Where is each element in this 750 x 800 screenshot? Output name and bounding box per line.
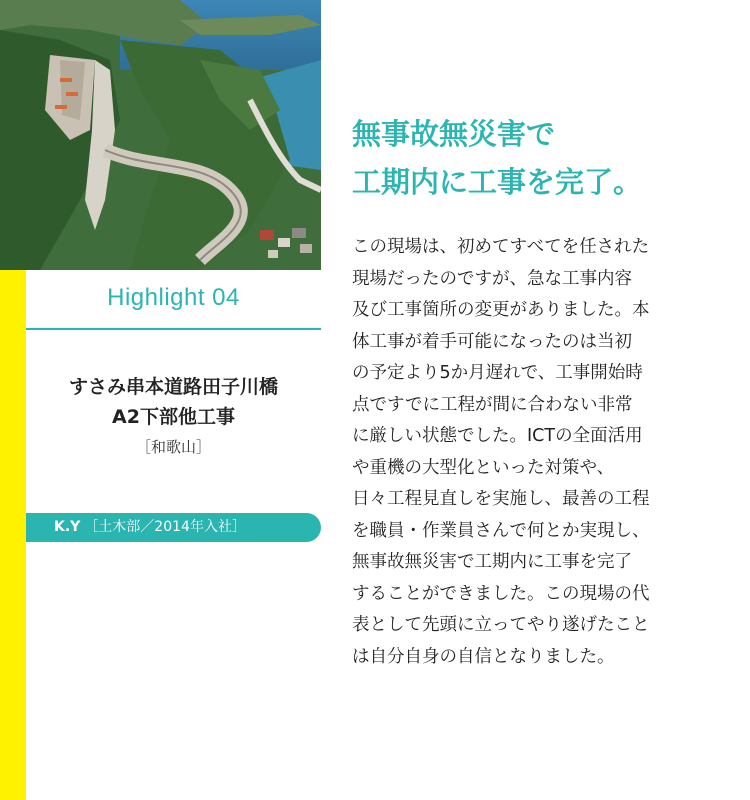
person-badge: [26, 513, 321, 542]
project-info: [26, 372, 321, 460]
body-line: や重機の大型化といった対策や、: [352, 457, 615, 478]
highlight-divider: [26, 328, 321, 330]
headline: [352, 110, 732, 206]
body-line: は自分自身の自信となりました。: [352, 646, 615, 667]
person-name: K.Y: [54, 519, 81, 535]
project-title-line1: すさみ串本道路田子川橋: [68, 376, 278, 398]
aerial-site-photo: [0, 0, 321, 270]
body-line: この現場は、初めてすべてを任された: [352, 237, 650, 257]
headline-line2: 工期内に工事を完了。: [352, 165, 643, 199]
body-line: 無事故無災害で工期内に工事を完了: [352, 552, 632, 572]
body-line: 体工事が着手可能になったのは当初: [352, 331, 632, 352]
person-detail: ［土木部／2014年入社］: [84, 519, 246, 535]
headline-line1: 無事故無災害で: [352, 117, 556, 151]
yellow-accent-bar: [0, 270, 26, 800]
highlight-label: Highlight 04: [107, 284, 240, 311]
body-line: の予定より5か月遅れで、工事開始時: [352, 363, 643, 383]
body-line: 日々工程見直しを実施し、最善の工程: [352, 489, 650, 509]
project-title-line2: A2下部他工事: [112, 406, 235, 428]
body-line: 点ですでに工程が間に合わない非常: [352, 394, 633, 415]
body-line: することができました。この現場の代: [352, 583, 650, 604]
body-text: [352, 232, 710, 673]
body-line: を職員・作業員さんで何とか実現し、: [352, 520, 650, 541]
project-location: ［和歌山］: [135, 438, 211, 456]
body-line: 現場だったのですが、急な工事内容: [352, 268, 632, 289]
body-line: に厳しい状態でした。ICTの全面活用: [352, 426, 643, 446]
body-line: 及び工事箇所の変更がありました。本: [352, 300, 650, 320]
body-line: 表として先頭に立ってやり遂げたこと: [352, 615, 650, 635]
